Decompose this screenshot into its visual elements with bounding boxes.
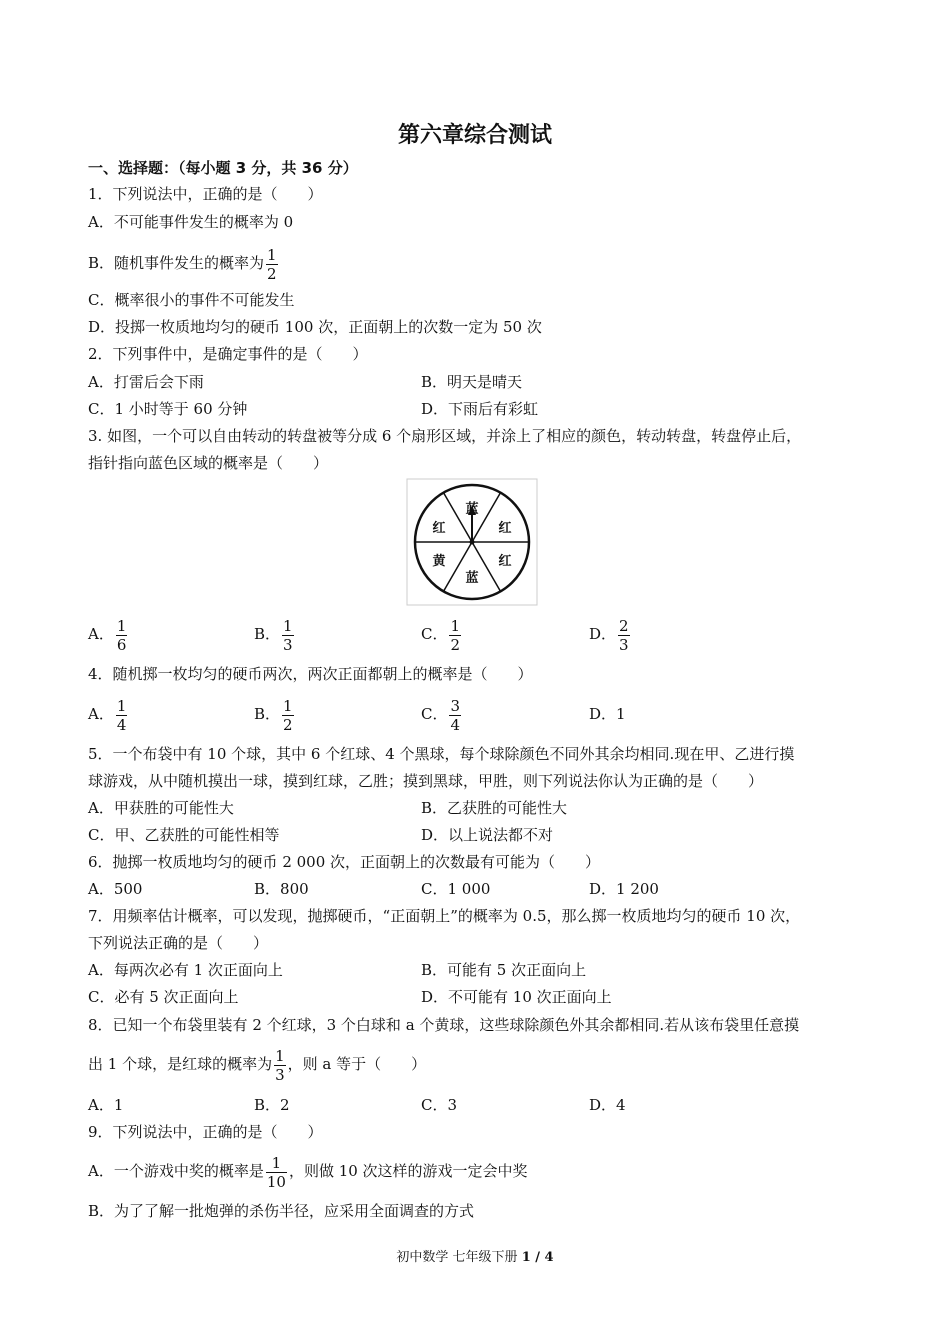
q4-option-b-fraction [282,697,294,734]
q9-stem: 9．下列说法中，正确的是（ ） [88,1123,323,1141]
denominator: 3 [275,1065,285,1084]
q7-stem-line2: 下列说法正确的是（ ） [88,934,269,952]
q7-stem-line1: 7．用频率估计概率，可以发现，抛掷硬币，“正面朝上”的概率为 0.5，那么掷一枚质地均匀的硬币 10 次， [88,907,801,925]
option-label: A． [88,625,114,643]
q9-option-b: B．为了了解一批炮弹的杀伤半径，应采用全面调查的方式 [88,1202,475,1220]
q7-option-b: B．可能有 5 次正面向上 [421,961,587,979]
option-label: B． [254,625,281,643]
q4-option-d: D．1 [589,705,626,723]
q4-option-c-fraction [449,697,461,734]
q4-option-a-fraction [116,697,128,734]
sector-label-lower-left: 黄 [432,554,446,569]
q8-stem-line2 [88,1044,426,1084]
q1-option-b-fraction [266,246,278,283]
q8-stem-text: 出 1 个球，是红球的概率为 [88,1055,273,1073]
q7-option-d: D．不可能有 10 次正面向上 [421,988,612,1006]
sector-label-lower-right: 红 [498,554,512,569]
option-label: B． [254,705,281,723]
q1-option-b [88,244,280,283]
q1-option-d: D．投掷一枚质地均匀的硬币 100 次，正面朝上的次数一定为 50 次 [88,318,542,336]
section-heading: 一、选择题：（每小题 3 分，共 36 分） [88,159,358,177]
q1-option-c: C．概率很小的事件不可能发生 [88,291,295,309]
denominator: 2 [450,635,461,654]
q2-option-c: C．1 小时等于 60 分钟 [88,400,248,418]
q5-option-c: C．甲、乙获胜的可能性相等 [88,826,280,844]
q6-option-a: A．500 [88,880,143,898]
option-label: C． [421,625,448,643]
numerator: 1 [267,245,277,264]
q8-option-d: D．4 [589,1096,626,1114]
sector-label-upper-right: 红 [498,521,512,536]
q3-stem-line1: 3. 如图，一个可以自由转动的转盘被等分成 6 个扇形区域，并涂上了相应的颜色，转动转盘，转盘停止后， [88,427,802,445]
q5-option-a: A．甲获胜的可能性大 [88,799,234,817]
sector-label-bottom: 蓝 [465,571,479,586]
q6-stem: 6．抛掷一枚质地均匀的硬币 2 000 次，正面朝上的次数最有可能为（ ） [88,853,601,871]
numerator: 3 [450,696,461,715]
page-number: 1 / 4 [521,1250,554,1265]
q3-option-b [254,614,296,654]
q9-option-a-text: A．一个游戏中奖的概率是 [88,1162,264,1180]
denominator: 6 [116,635,127,654]
numerator: 1 [271,1153,282,1172]
q7-option-c: C．必有 5 次正面向上 [88,988,239,1006]
denominator: 4 [450,715,461,734]
denominator: 3 [283,635,293,654]
q5-stem-line1: 5．一个布袋中有 10 个球，其中 6 个红球、4 个黑球，每个球除颜色不同外其余均相同.现在甲、乙进行摸 [88,745,795,763]
q6-option-b: B．800 [254,880,309,898]
q8-option-b: B．2 [254,1096,290,1114]
numerator: 1 [116,616,127,635]
q2-option-a: A．打雷后会下雨 [88,373,204,391]
q4-option-b [254,694,296,734]
q4-option-a [88,694,129,734]
denominator: 10 [266,1172,286,1191]
q3-option-c-fraction [449,617,461,654]
q3-option-b-fraction [282,617,294,654]
q5-option-d: D．以上说法都不对 [421,826,554,844]
q1-stem: 1．下列说法中，正确的是（ ） [88,185,323,203]
sector-label-top: 蓝 [465,502,479,517]
q2-option-d: D．下雨后有彩虹 [421,400,539,418]
footer-text: 初中数学 七年级下册 [396,1250,522,1265]
q9-option-a-text-suffix: ，则做 10 次这样的游戏一定会中奖 [288,1162,528,1180]
q8-stem-line1: 8．已知一个布袋里装有 2 个红球，3 个白球和 a 个黄球，这些球除颜色外其余都相同.若从该布袋里任意摸 [88,1016,800,1034]
denominator: 3 [619,635,629,654]
numerator: 1 [283,696,293,715]
q4-option-c [421,694,463,734]
q6-option-d: D．1 200 [589,880,659,898]
option-label: C． [421,705,448,723]
numerator: 1 [116,696,127,715]
q9-option-a [88,1151,528,1191]
q8-option-a: A．1 [88,1096,124,1114]
q2-option-b: B．明天是晴天 [421,373,523,391]
q1-option-a: A．不可能事件发生的概率为 0 [88,213,294,231]
q8-fraction [274,1047,286,1084]
q3-option-d [589,614,632,654]
sector-label-upper-left: 红 [432,521,446,536]
q3-option-c [421,614,463,654]
numerator: 1 [283,616,293,635]
denominator: 4 [116,715,127,734]
q8-option-c: C．3 [421,1096,458,1114]
q4-stem: 4．随机掷一枚均匀的硬币两次，两次正面都朝上的概率是（ ） [88,665,533,683]
q5-stem-line2: 球游戏，从中随机摸出一球，摸到红球，乙胜；摸到黑球，甲胜，则下列说法你认为正确的是（ ） [88,772,764,790]
numerator: 2 [619,616,629,635]
denominator: 2 [267,264,277,283]
q3-stem-line2: 指针指向蓝色区域的概率是（ ） [88,454,329,472]
option-label: D． [589,625,617,643]
q2-stem: 2．下列事件中，是确定事件的是（ ） [88,345,368,363]
q1-option-b-text: B．随机事件发生的概率为 [88,254,265,272]
q3-option-a [88,614,129,654]
q3-option-a-fraction [116,617,128,654]
numerator: 1 [450,616,461,635]
page-footer [0,1246,950,1265]
spinner-figure [406,478,538,606]
q9-option-a-fraction [266,1154,287,1191]
numerator: 1 [275,1046,285,1065]
q6-option-c: C．1 000 [421,880,491,898]
q3-option-d-fraction [618,617,630,654]
denominator: 2 [283,715,293,734]
q7-option-a: A．每两次必有 1 次正面向上 [88,961,283,979]
q5-option-b: B．乙获胜的可能性大 [421,799,568,817]
option-label: A． [88,705,114,723]
page-title: 第六章综合测试 [397,123,552,148]
q8-stem-text-suffix: ，则 a 等于（ ） [287,1055,427,1073]
spinner-hub [470,540,475,545]
